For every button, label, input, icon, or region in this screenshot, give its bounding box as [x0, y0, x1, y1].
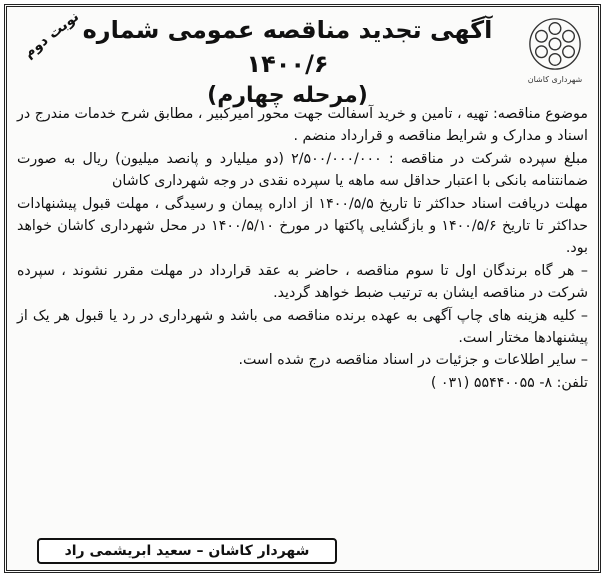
notice-body: [17, 103, 588, 530]
paragraph-costs: – کلیه هزینه های چاپ آگهی به عهده برنده مناقصه می باشد و شهرداری در رد یا قبول هر یک از پیشنهادها مختار است.: [17, 307, 588, 347]
signature-box: [37, 538, 337, 564]
signature-text: شهردار کاشان – سعید ابریشمی راد: [64, 543, 310, 559]
paragraph-deposit: مبلغ سپرده شرکت در مناقصه : ۲/۵۰۰/۰۰۰/۰۰۰ (دو میلیارد و پانصد میلیون) ریال به صورت ضمانتنامه بانکی با اعتبار حداقل سه ماهه یا سپرده نقدی در وجه شهرداری کاشان: [17, 150, 588, 190]
municipality-emblem-icon: [526, 15, 584, 73]
paragraph-details: – سایر اطلاعات و جزئیات در اسناد مناقصه درج شده است.: [238, 352, 588, 369]
municipality-logo: [520, 15, 590, 93]
notice-header: [7, 7, 598, 108]
title-block: [67, 13, 508, 111]
paragraph-phone: تلفن: ۸- ۵۵۴۴۰۰۵۵ (۰۳۱ ): [430, 374, 588, 391]
paragraph-subject: موضوع مناقصه: تهیه ، تامین و خرید آسفالت جهت محور امیرکبیر ، مطابق شرح خدمات مندرج در اسناد و مدارک و شرایط مناقصه و قرارداد منضم .: [17, 106, 588, 145]
paragraph-deadlines: مهلت دریافت اسناد حداکثر تا تاریخ ۱۴۰۰/۵/۵ از اداره پیمان و رسیدگی ، مهلت قبول پیشنهادات حداکثر تا تاریخ ۱۴۰۰/۵/۶ و بازگشایی پاکتها در مورخ ۱۴۰۰/۵/۱۰ در محل شهرداری کاشان خواهد بود.: [17, 195, 588, 257]
notice-subtitle: (مرحله چهارم): [207, 83, 368, 108]
logo-caption: شهرداری کاشان: [527, 75, 583, 84]
paragraph-forfeit: – هر گاه برندگان اول تا سوم مناقصه ، حاضر به عقد قرارداد در مهلت مقرر نشوند ، سپرده شرکت در مناقصه ایشان به ترتیب ضبط خواهد گردید.: [17, 262, 588, 302]
notice-frame: [4, 4, 601, 573]
notice-title: آگهی تجدید مناقصه عمومی شماره ۱۴۰۰/۶: [82, 16, 493, 78]
publication-round-badge: نوبت دوم: [20, 8, 83, 62]
